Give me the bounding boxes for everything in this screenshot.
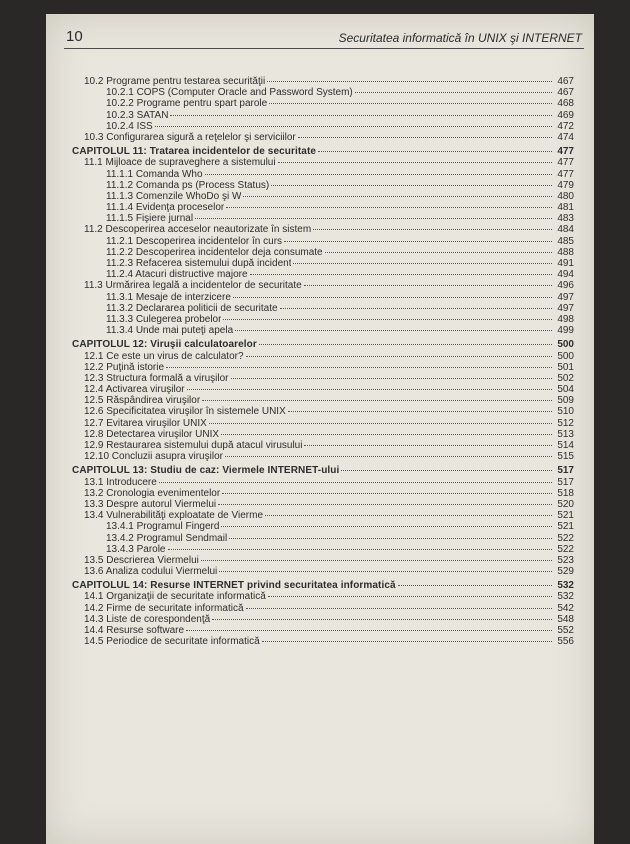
toc-entry: [72, 373, 574, 384]
toc-entry-title: 11.1.4 Evidenţa proceselor: [106, 202, 225, 214]
toc-entry-title: 11.1.3 Comenzile WhoDo şi W: [106, 190, 242, 202]
toc-entry-title: 11.3 Urmărirea legală a incidentelor de securitate: [84, 280, 302, 292]
toc-entry: [72, 384, 574, 395]
toc-entry: [72, 236, 574, 247]
toc-entry-title: 14.5 Periodice de securitate informatică: [84, 636, 260, 648]
dot-leader: [222, 493, 552, 494]
dot-leader: [265, 515, 552, 516]
toc-entry-page: 552: [557, 625, 574, 636]
dot-leader: [229, 538, 552, 539]
toc-entry-page: 529: [557, 566, 574, 578]
dot-leader: [298, 137, 552, 138]
toc-entry-title: 10.2.1 COPS (Computer Oracle and Password System): [106, 87, 353, 99]
toc-entry-page: 500: [557, 350, 574, 362]
toc-entry: [72, 451, 574, 462]
dot-leader: [159, 482, 552, 483]
toc-entry-title: 13.2 Cronologia evenimentelor: [84, 487, 221, 499]
toc-entry-page: 501: [557, 361, 574, 373]
toc-entry-title: 12.10 Concluzii asupra viruşilor: [84, 451, 223, 463]
dot-leader: [187, 389, 552, 390]
toc-entry-page: 477: [557, 168, 574, 180]
toc-entry-page: 497: [557, 302, 574, 314]
toc-entry-title: 12.1 Ce este un virus de calculator?: [84, 350, 244, 362]
toc-entry-title: 11.1.1 Comanda Who: [106, 168, 203, 180]
toc-entry: [72, 440, 574, 451]
toc-entry: [72, 544, 574, 555]
dot-leader: [250, 274, 552, 275]
dot-leader: [195, 218, 552, 219]
dot-leader: [246, 356, 552, 357]
dot-leader: [268, 596, 552, 597]
toc-entry-title: 12.6 Specificitatea viruşilor în sistemele UNIX: [84, 406, 286, 418]
toc-entry: [72, 314, 574, 325]
toc-entry: [72, 395, 574, 406]
toc-entry-title: 12.5 Răspândirea viruşilor: [84, 395, 201, 407]
toc-entry-page: 504: [557, 384, 574, 396]
toc-entry: [72, 157, 574, 168]
toc-entry-page: 523: [557, 554, 574, 566]
toc-entry-title: 11.2 Descoperirea acceselor neautorizate în sistem: [84, 224, 312, 236]
toc-entry: [72, 325, 574, 336]
toc-entry-page: 517: [557, 476, 574, 488]
toc-entry-title: 11.3.4 Unde mai puteţi apela: [106, 325, 234, 337]
toc-entry-page: 497: [557, 291, 574, 303]
toc-entry-page: 468: [557, 98, 574, 110]
toc-entry-title: 11.2.4 Atacuri distructive majore: [106, 269, 248, 281]
toc-entry: [72, 477, 574, 488]
toc-entry-page: 542: [557, 602, 574, 614]
toc-entry-title: 13.1 Introducere: [84, 476, 157, 488]
dot-leader: [212, 619, 552, 620]
toc-entry: [72, 488, 574, 499]
toc-entry-title: 12.3 Structura formală a viruşilor: [84, 372, 229, 384]
dot-leader: [221, 526, 552, 527]
toc-entry-title: 10.2.2 Programe pentru spart parole: [106, 98, 268, 110]
toc-entry: [72, 614, 574, 625]
toc-entry-title: 13.5 Descrierea Viermelui: [84, 554, 199, 566]
toc-entry-page: 515: [557, 451, 574, 463]
dot-leader: [186, 630, 552, 631]
dot-leader: [201, 560, 552, 561]
toc-entry-page: 477: [557, 157, 574, 169]
toc-entry: [72, 98, 574, 109]
book-page: [46, 14, 594, 844]
dot-leader: [219, 571, 552, 572]
toc-entry-page: 517: [557, 465, 574, 477]
toc-entry: [72, 591, 574, 602]
dot-leader: [318, 151, 552, 152]
toc-entry-page: 472: [557, 120, 574, 132]
toc-entry-page: 488: [557, 246, 574, 258]
dot-leader: [355, 92, 552, 93]
toc-entry-title: 12.9 Restaurarea sistemului după atacul virusului: [84, 440, 303, 451]
toc-entry-page: 512: [557, 417, 574, 429]
toc-entry-title: 10.2.3 SATAN: [106, 109, 169, 121]
toc-entry-page: 494: [557, 269, 574, 281]
dot-leader: [233, 297, 552, 298]
toc-entry-page: 520: [557, 498, 574, 510]
toc-entry-title: 10.2 Programe pentru testarea securităţii: [84, 76, 266, 87]
toc-entry: [72, 510, 574, 521]
dot-leader: [235, 330, 552, 331]
toc-entry: [72, 121, 574, 132]
toc-entry-page: 481: [557, 202, 574, 214]
toc-entry: [72, 362, 574, 373]
dot-leader: [226, 207, 552, 208]
dot-leader: [293, 263, 552, 264]
toc-entry: [72, 636, 574, 647]
toc-entry-title: 14.4 Resurse software: [84, 625, 185, 636]
toc-entry-title: CAPITOLUL 14: Resurse INTERNET privind securitatea informatică: [72, 580, 396, 592]
toc-entry-title: 14.3 Liste de corespondenţă: [84, 613, 211, 625]
toc-entry-page: 522: [557, 543, 574, 555]
toc-entry-title: 10.2.4 ISS: [106, 120, 153, 132]
toc-entry-page: 491: [557, 258, 574, 269]
toc-entry: [72, 269, 574, 280]
toc-entry: [72, 351, 574, 362]
dot-leader: [225, 456, 552, 457]
toc-entry-title: 11.3.3 Culegerea probelor: [106, 313, 222, 325]
toc-entry: [72, 521, 574, 532]
page-header: [64, 26, 584, 49]
toc-entry-title: 11.1 Mijloace de supraveghere a sistemului: [84, 157, 276, 169]
toc-entry-page: 467: [557, 87, 574, 99]
toc-entry: [72, 213, 574, 224]
toc-entry-title: 11.1.2 Comanda ps (Process Status): [106, 179, 270, 191]
toc-entry-page: 532: [557, 580, 574, 592]
toc-entry: [72, 603, 574, 614]
toc-entry-page: 502: [557, 372, 574, 384]
toc-entry-page: 498: [557, 313, 574, 325]
toc-entry-title: 14.2 Firme de securitate informatică: [84, 602, 244, 614]
toc-entry-page: 513: [557, 428, 574, 440]
toc-entry-page: 500: [557, 339, 574, 351]
toc-entry-title: 13.4.3 Parole: [106, 543, 166, 555]
toc-entry: [72, 247, 574, 258]
toc-entry-title: CAPITOLUL 12: Viruşii calculatoarelor: [72, 339, 257, 351]
toc-entry-title: 12.2 Puţină istorie: [84, 361, 165, 373]
toc-entry: [72, 87, 574, 98]
toc-entry: [72, 191, 574, 202]
toc-entry-title: 11.3.2 Declararea politicii de securitate: [106, 302, 278, 314]
toc-entry: [72, 224, 574, 235]
dot-leader: [243, 196, 552, 197]
toc-entry: [72, 418, 574, 429]
toc-entry: [72, 566, 574, 577]
toc-entry: [72, 625, 574, 636]
toc-entry: [72, 303, 574, 314]
toc-entry: [72, 180, 574, 191]
toc-entry: [72, 499, 574, 510]
toc-chapter-entry: [72, 580, 574, 591]
toc-entry-page: 479: [557, 179, 574, 191]
toc-entry: [72, 280, 574, 291]
toc-entry-page: 514: [557, 440, 574, 451]
toc-entry-page: 521: [557, 510, 574, 522]
toc-entry-title: 13.3 Despre autorul Viermelui: [84, 498, 217, 510]
toc-entry-page: 483: [557, 213, 574, 225]
dot-leader: [166, 367, 552, 368]
page-number: 10: [66, 28, 83, 45]
toc-entry-title: 11.3.1 Mesaje de interzicere: [106, 291, 231, 303]
toc-entry-title: 13.4 Vulnerabilităţi exploatate de Vierme: [84, 510, 264, 522]
dot-leader: [325, 252, 552, 253]
dot-leader: [170, 115, 552, 116]
dot-leader: [218, 504, 552, 505]
table-of-contents: [72, 76, 574, 647]
toc-entry-page: 474: [557, 131, 574, 143]
toc-entry-page: 522: [557, 532, 574, 544]
toc-entry: [72, 132, 574, 143]
toc-entry-page: 509: [557, 395, 574, 407]
toc-entry-page: 510: [557, 406, 574, 418]
toc-entry-title: 11.2.3 Refacerea sistemului după incident: [106, 258, 292, 269]
toc-entry-title: 14.1 Organizaţii de securitate informatică: [84, 591, 266, 603]
dot-leader: [267, 81, 552, 82]
toc-entry: [72, 258, 574, 269]
toc-chapter-entry: [72, 146, 574, 157]
toc-entry: [72, 429, 574, 440]
toc-entry-title: 11.2.2 Descoperirea incidentelor deja consumate: [106, 246, 323, 258]
dot-leader: [269, 103, 552, 104]
toc-entry: [72, 292, 574, 303]
toc-entry-page: 480: [557, 190, 574, 202]
toc-entry-page: 548: [557, 613, 574, 625]
toc-entry-page: 469: [557, 109, 574, 121]
toc-entry-title: 10.3 Configurarea sigură a reţelelor şi serviciilor: [84, 131, 296, 143]
dot-leader: [246, 608, 552, 609]
dot-leader: [288, 411, 552, 412]
toc-entry-title: 13.6 Analiza codului Viermelui: [84, 566, 218, 578]
toc-entry-title: CAPITOLUL 13: Studiu de caz: Viermele INTERNET-ului: [72, 465, 340, 477]
dot-leader: [271, 185, 552, 186]
toc-entry-title: 13.4.2 Programul Sendmail: [106, 532, 228, 544]
dot-leader: [280, 308, 552, 309]
dot-leader: [209, 423, 552, 424]
toc-entry-page: 477: [557, 146, 574, 158]
dot-leader: [155, 126, 552, 127]
toc-entry-page: 485: [557, 235, 574, 247]
dot-leader: [223, 319, 552, 320]
toc-entry-page: 518: [557, 487, 574, 499]
dot-leader: [313, 229, 552, 230]
toc-entry-page: 521: [557, 521, 574, 533]
toc-entry-title: 11.1.5 Fişiere jurnal: [106, 213, 194, 225]
toc-entry-page: 532: [557, 591, 574, 603]
dot-leader: [168, 549, 553, 550]
toc-entry-page: 484: [557, 224, 574, 236]
toc-entry-title: 13.4.1 Programul Fingerd: [106, 521, 220, 533]
dot-leader: [221, 434, 552, 435]
toc-entry: [72, 406, 574, 417]
dot-leader: [284, 241, 552, 242]
toc-entry: [72, 76, 574, 87]
toc-entry-page: 556: [557, 636, 574, 648]
dot-leader: [259, 344, 552, 345]
toc-entry-page: 496: [557, 280, 574, 292]
toc-entry-page: 499: [557, 325, 574, 337]
dot-leader: [304, 285, 552, 286]
dot-leader: [262, 641, 552, 642]
dot-leader: [341, 470, 552, 471]
toc-chapter-entry: [72, 465, 574, 476]
toc-entry: [72, 110, 574, 121]
dot-leader: [202, 400, 552, 401]
toc-entry-title: 12.8 Detectarea viruşilor UNIX: [84, 428, 220, 440]
toc-entry-title: 12.4 Activarea viruşilor: [84, 384, 185, 396]
toc-entry-title: CAPITOLUL 11: Tratarea incidentelor de securitate: [72, 146, 317, 158]
toc-entry: [72, 533, 574, 544]
dot-leader: [205, 174, 552, 175]
dot-leader: [304, 445, 552, 446]
dot-leader: [278, 162, 552, 163]
dot-leader: [231, 378, 552, 379]
toc-entry: [72, 555, 574, 566]
toc-entry-title: 11.2.1 Descoperirea incidentelor în curs: [106, 235, 283, 247]
toc-entry-page: 467: [557, 76, 574, 87]
toc-entry-title: 12.7 Evitarea viruşilor UNIX: [84, 417, 207, 429]
toc-chapter-entry: [72, 339, 574, 350]
toc-entry: [72, 202, 574, 213]
toc-entry: [72, 169, 574, 180]
dot-leader: [398, 585, 552, 586]
running-title: Securitatea informatică în UNIX şi INTERNET: [338, 31, 582, 45]
